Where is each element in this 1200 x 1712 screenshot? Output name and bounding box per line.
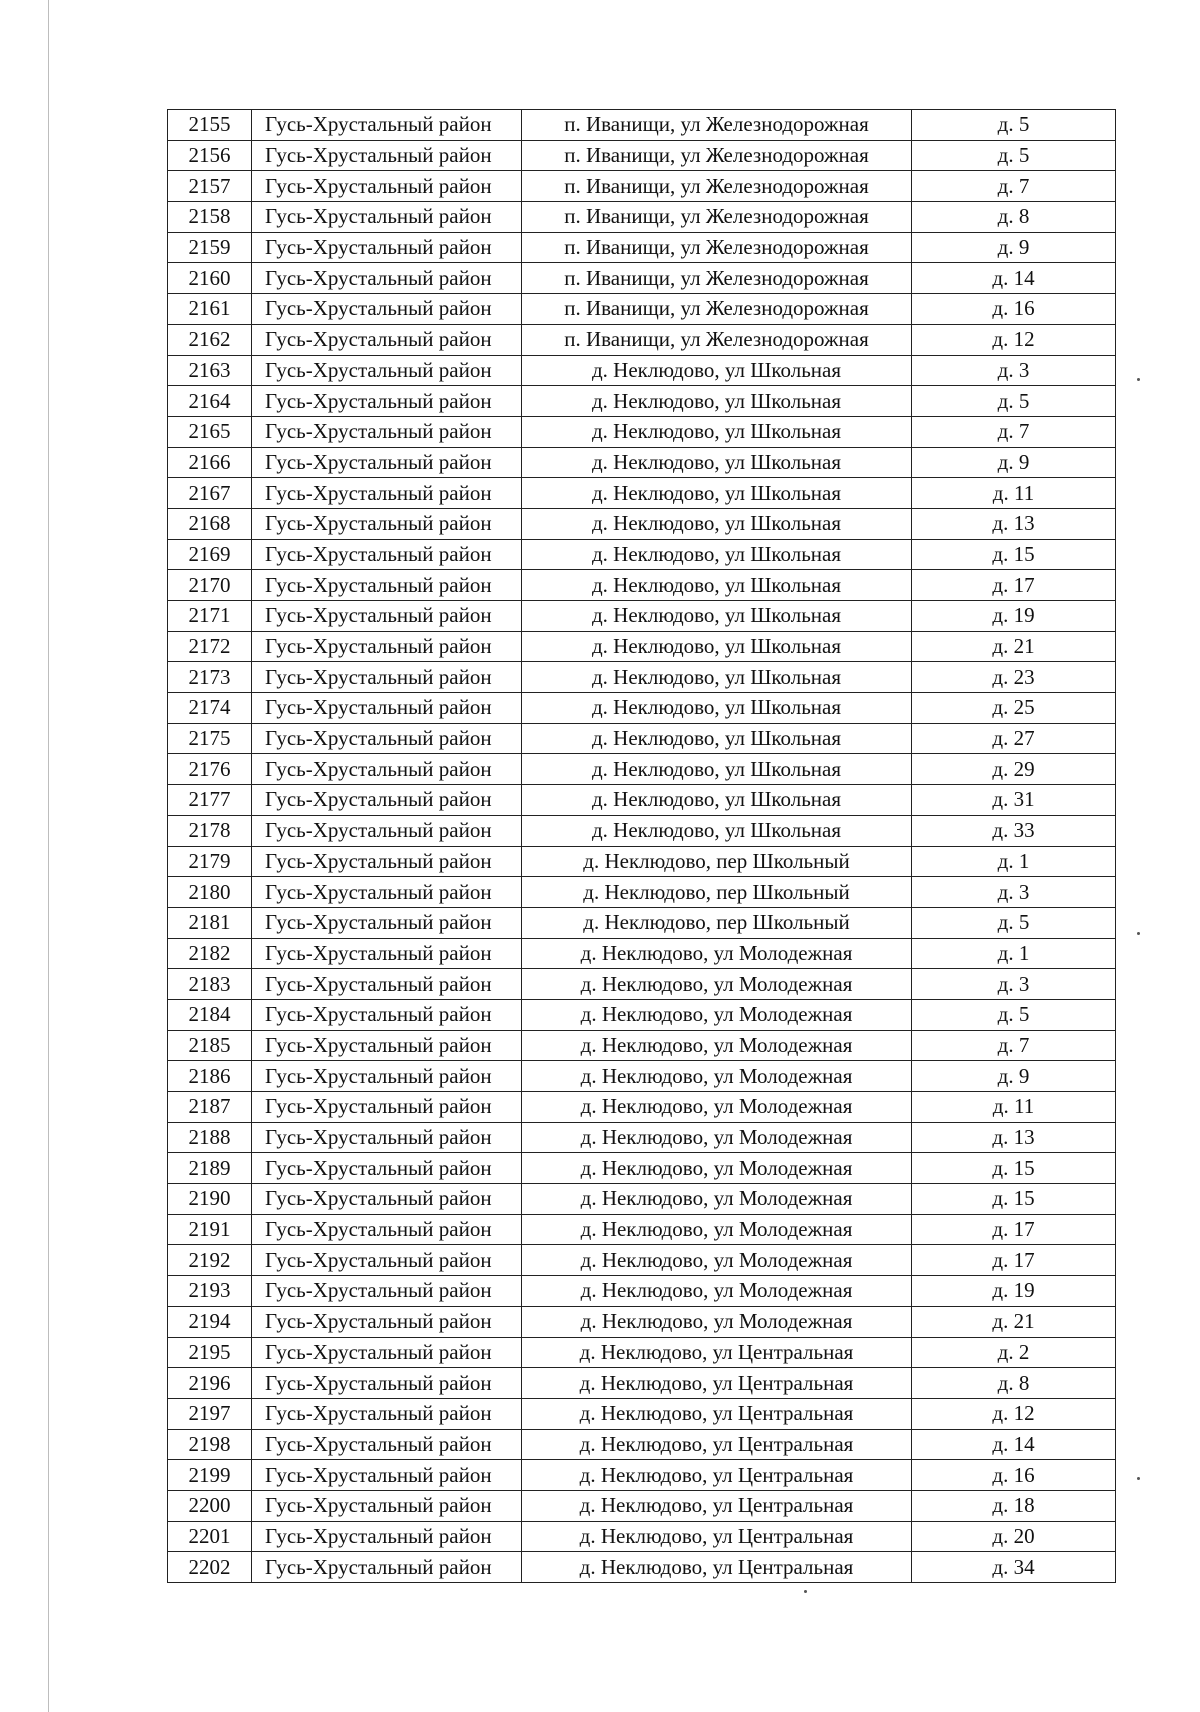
district-cell: Гусь-Хрустальный район bbox=[252, 570, 522, 601]
street-cell: п. Иванищи, ул Железнодорожная bbox=[522, 294, 912, 325]
table-row bbox=[168, 1490, 1116, 1521]
scan-speck bbox=[1137, 378, 1140, 381]
table-row bbox=[168, 202, 1116, 233]
row-number: 2196 bbox=[168, 1368, 252, 1399]
row-number: 2171 bbox=[168, 601, 252, 632]
row-number: 2164 bbox=[168, 386, 252, 417]
house-number-cell: д. 3 bbox=[912, 355, 1116, 386]
district-cell: Гусь-Хрустальный район bbox=[252, 386, 522, 417]
district-cell: Гусь-Хрустальный район bbox=[252, 785, 522, 816]
table-row bbox=[168, 969, 1116, 1000]
house-number-cell: д. 1 bbox=[912, 938, 1116, 969]
street-cell: д. Неклюдово, ул Школьная bbox=[522, 386, 912, 417]
table-row bbox=[168, 1306, 1116, 1337]
street-cell: д. Неклюдово, ул Молодежная bbox=[522, 1306, 912, 1337]
table-row bbox=[168, 447, 1116, 478]
house-number-cell: д. 13 bbox=[912, 1122, 1116, 1153]
house-number-cell: д. 5 bbox=[912, 907, 1116, 938]
street-cell: п. Иванищи, ул Железнодорожная bbox=[522, 202, 912, 233]
table-row bbox=[168, 631, 1116, 662]
district-cell: Гусь-Хрустальный район bbox=[252, 110, 522, 141]
street-cell: д. Неклюдово, ул Школьная bbox=[522, 355, 912, 386]
street-cell: д. Неклюдово, пер Школьный bbox=[522, 846, 912, 877]
house-number-cell: д. 5 bbox=[912, 999, 1116, 1030]
street-cell: д. Неклюдово, ул Центральная bbox=[522, 1552, 912, 1583]
row-number: 2160 bbox=[168, 263, 252, 294]
row-number: 2195 bbox=[168, 1337, 252, 1368]
district-cell: Гусь-Хрустальный район bbox=[252, 1460, 522, 1491]
scan-speck bbox=[1137, 932, 1140, 935]
district-cell: Гусь-Хрустальный район bbox=[252, 294, 522, 325]
table-row bbox=[168, 815, 1116, 846]
house-number-cell: д. 14 bbox=[912, 1429, 1116, 1460]
house-number-cell: д. 31 bbox=[912, 785, 1116, 816]
house-number-cell: д. 14 bbox=[912, 263, 1116, 294]
district-cell: Гусь-Хрустальный район bbox=[252, 355, 522, 386]
table-row bbox=[168, 1398, 1116, 1429]
street-cell: д. Неклюдово, ул Молодежная bbox=[522, 999, 912, 1030]
table-row bbox=[168, 1337, 1116, 1368]
table-row bbox=[168, 294, 1116, 325]
district-cell: Гусь-Хрустальный район bbox=[252, 140, 522, 171]
row-number: 2191 bbox=[168, 1214, 252, 1245]
house-number-cell: д. 5 bbox=[912, 140, 1116, 171]
row-number: 2201 bbox=[168, 1521, 252, 1552]
table-row bbox=[168, 1368, 1116, 1399]
street-cell: д. Неклюдово, пер Школьный bbox=[522, 907, 912, 938]
row-number: 2183 bbox=[168, 969, 252, 1000]
house-number-cell: д. 17 bbox=[912, 570, 1116, 601]
row-number: 2166 bbox=[168, 447, 252, 478]
row-number: 2157 bbox=[168, 171, 252, 202]
street-cell: д. Неклюдово, пер Школьный bbox=[522, 877, 912, 908]
street-cell: д. Неклюдово, ул Центральная bbox=[522, 1368, 912, 1399]
table-row bbox=[168, 1061, 1116, 1092]
row-number: 2177 bbox=[168, 785, 252, 816]
table-row bbox=[168, 539, 1116, 570]
house-number-cell: д. 1 bbox=[912, 846, 1116, 877]
row-number: 2184 bbox=[168, 999, 252, 1030]
table-row bbox=[168, 386, 1116, 417]
street-cell: п. Иванищи, ул Железнодорожная bbox=[522, 263, 912, 294]
house-number-cell: д. 3 bbox=[912, 877, 1116, 908]
scan-speck bbox=[804, 1590, 807, 1593]
district-cell: Гусь-Хрустальный район bbox=[252, 1184, 522, 1215]
house-number-cell: д. 12 bbox=[912, 1398, 1116, 1429]
district-cell: Гусь-Хрустальный район bbox=[252, 447, 522, 478]
table-row bbox=[168, 570, 1116, 601]
district-cell: Гусь-Хрустальный район bbox=[252, 938, 522, 969]
house-number-cell: д. 12 bbox=[912, 324, 1116, 355]
street-cell: д. Неклюдово, ул Школьная bbox=[522, 662, 912, 693]
street-cell: д. Неклюдово, ул Школьная bbox=[522, 785, 912, 816]
street-cell: д. Неклюдово, ул Центральная bbox=[522, 1490, 912, 1521]
table-row bbox=[168, 263, 1116, 294]
house-number-cell: д. 11 bbox=[912, 1092, 1116, 1123]
house-number-cell: д. 5 bbox=[912, 386, 1116, 417]
table-row bbox=[168, 785, 1116, 816]
house-number-cell: д. 3 bbox=[912, 969, 1116, 1000]
table-row bbox=[168, 1122, 1116, 1153]
district-cell: Гусь-Хрустальный район bbox=[252, 1061, 522, 1092]
house-number-cell: д. 7 bbox=[912, 1030, 1116, 1061]
page-margin-line bbox=[48, 0, 49, 1712]
house-number-cell: д. 11 bbox=[912, 478, 1116, 509]
street-cell: п. Иванищи, ул Железнодорожная bbox=[522, 324, 912, 355]
district-cell: Гусь-Хрустальный район bbox=[252, 815, 522, 846]
house-number-cell: д. 17 bbox=[912, 1214, 1116, 1245]
street-cell: д. Неклюдово, ул Молодежная bbox=[522, 1061, 912, 1092]
house-number-cell: д. 9 bbox=[912, 1061, 1116, 1092]
house-number-cell: д. 8 bbox=[912, 1368, 1116, 1399]
row-number: 2200 bbox=[168, 1490, 252, 1521]
district-cell: Гусь-Хрустальный район bbox=[252, 324, 522, 355]
row-number: 2187 bbox=[168, 1092, 252, 1123]
house-number-cell: д. 15 bbox=[912, 1153, 1116, 1184]
district-cell: Гусь-Хрустальный район bbox=[252, 601, 522, 632]
district-cell: Гусь-Хрустальный район bbox=[252, 1153, 522, 1184]
street-cell: п. Иванищи, ул Железнодорожная bbox=[522, 171, 912, 202]
street-cell: д. Неклюдово, ул Школьная bbox=[522, 478, 912, 509]
street-cell: д. Неклюдово, ул Молодежная bbox=[522, 1153, 912, 1184]
table-row bbox=[168, 478, 1116, 509]
district-cell: Гусь-Хрустальный район bbox=[252, 693, 522, 724]
street-cell: д. Неклюдово, ул Школьная bbox=[522, 815, 912, 846]
district-cell: Гусь-Хрустальный район bbox=[252, 1122, 522, 1153]
row-number: 2168 bbox=[168, 508, 252, 539]
district-cell: Гусь-Хрустальный район bbox=[252, 232, 522, 263]
district-cell: Гусь-Хрустальный район bbox=[252, 539, 522, 570]
street-cell: д. Неклюдово, ул Центральная bbox=[522, 1521, 912, 1552]
house-number-cell: д. 33 bbox=[912, 815, 1116, 846]
row-number: 2165 bbox=[168, 416, 252, 447]
district-cell: Гусь-Хрустальный район bbox=[252, 723, 522, 754]
table-row bbox=[168, 110, 1116, 141]
district-cell: Гусь-Хрустальный район bbox=[252, 1521, 522, 1552]
district-cell: Гусь-Хрустальный район bbox=[252, 1306, 522, 1337]
row-number: 2197 bbox=[168, 1398, 252, 1429]
row-number: 2202 bbox=[168, 1552, 252, 1583]
street-cell: д. Неклюдово, ул Молодежная bbox=[522, 1245, 912, 1276]
house-number-cell: д. 25 bbox=[912, 693, 1116, 724]
street-cell: п. Иванищи, ул Железнодорожная bbox=[522, 140, 912, 171]
district-cell: Гусь-Хрустальный район bbox=[252, 754, 522, 785]
house-number-cell: д. 15 bbox=[912, 1184, 1116, 1215]
district-cell: Гусь-Хрустальный район bbox=[252, 171, 522, 202]
table-row bbox=[168, 1153, 1116, 1184]
row-number: 2190 bbox=[168, 1184, 252, 1215]
row-number: 2199 bbox=[168, 1460, 252, 1491]
row-number: 2193 bbox=[168, 1276, 252, 1307]
address-table-body bbox=[168, 110, 1116, 1583]
row-number: 2156 bbox=[168, 140, 252, 171]
house-number-cell: д. 21 bbox=[912, 1306, 1116, 1337]
street-cell: д. Неклюдово, ул Центральная bbox=[522, 1429, 912, 1460]
street-cell: д. Неклюдово, ул Молодежная bbox=[522, 1184, 912, 1215]
district-cell: Гусь-Хрустальный район bbox=[252, 508, 522, 539]
row-number: 2198 bbox=[168, 1429, 252, 1460]
table-row bbox=[168, 601, 1116, 632]
table-row bbox=[168, 1214, 1116, 1245]
house-number-cell: д. 13 bbox=[912, 508, 1116, 539]
district-cell: Гусь-Хрустальный район bbox=[252, 1429, 522, 1460]
table-row bbox=[168, 877, 1116, 908]
house-number-cell: д. 7 bbox=[912, 416, 1116, 447]
row-number: 2155 bbox=[168, 110, 252, 141]
table-row bbox=[168, 171, 1116, 202]
row-number: 2158 bbox=[168, 202, 252, 233]
table-row bbox=[168, 355, 1116, 386]
district-cell: Гусь-Хрустальный район bbox=[252, 1245, 522, 1276]
table-row bbox=[168, 846, 1116, 877]
row-number: 2188 bbox=[168, 1122, 252, 1153]
house-number-cell: д. 8 bbox=[912, 202, 1116, 233]
district-cell: Гусь-Хрустальный район bbox=[252, 846, 522, 877]
row-number: 2170 bbox=[168, 570, 252, 601]
table-row bbox=[168, 907, 1116, 938]
street-cell: д. Неклюдово, ул Молодежная bbox=[522, 1214, 912, 1245]
table-row bbox=[168, 754, 1116, 785]
table-row bbox=[168, 1245, 1116, 1276]
table-row bbox=[168, 1552, 1116, 1583]
row-number: 2174 bbox=[168, 693, 252, 724]
district-cell: Гусь-Хрустальный район bbox=[252, 1368, 522, 1399]
district-cell: Гусь-Хрустальный район bbox=[252, 631, 522, 662]
street-cell: д. Неклюдово, ул Молодежная bbox=[522, 1122, 912, 1153]
district-cell: Гусь-Хрустальный район bbox=[252, 1030, 522, 1061]
table-row bbox=[168, 999, 1116, 1030]
street-cell: д. Неклюдово, ул Школьная bbox=[522, 508, 912, 539]
row-number: 2163 bbox=[168, 355, 252, 386]
district-cell: Гусь-Хрустальный район bbox=[252, 662, 522, 693]
table-row bbox=[168, 324, 1116, 355]
row-number: 2169 bbox=[168, 539, 252, 570]
street-cell: д. Неклюдово, ул Школьная bbox=[522, 570, 912, 601]
street-cell: д. Неклюдово, ул Школьная bbox=[522, 631, 912, 662]
scan-speck bbox=[1137, 1477, 1140, 1480]
street-cell: д. Неклюдово, ул Молодежная bbox=[522, 938, 912, 969]
district-cell: Гусь-Хрустальный район bbox=[252, 202, 522, 233]
district-cell: Гусь-Хрустальный район bbox=[252, 478, 522, 509]
row-number: 2192 bbox=[168, 1245, 252, 1276]
street-cell: д. Неклюдово, ул Школьная bbox=[522, 416, 912, 447]
street-cell: п. Иванищи, ул Железнодорожная bbox=[522, 232, 912, 263]
street-cell: п. Иванищи, ул Железнодорожная bbox=[522, 110, 912, 141]
district-cell: Гусь-Хрустальный район bbox=[252, 416, 522, 447]
table-row bbox=[168, 1092, 1116, 1123]
address-table bbox=[167, 109, 1116, 1583]
district-cell: Гусь-Хрустальный район bbox=[252, 877, 522, 908]
house-number-cell: д. 34 bbox=[912, 1552, 1116, 1583]
district-cell: Гусь-Хрустальный район bbox=[252, 1214, 522, 1245]
street-cell: д. Неклюдово, ул Школьная bbox=[522, 693, 912, 724]
district-cell: Гусь-Хрустальный район bbox=[252, 1398, 522, 1429]
house-number-cell: д. 27 bbox=[912, 723, 1116, 754]
street-cell: д. Неклюдово, ул Центральная bbox=[522, 1398, 912, 1429]
district-cell: Гусь-Хрустальный район bbox=[252, 1490, 522, 1521]
house-number-cell: д. 29 bbox=[912, 754, 1116, 785]
table-row bbox=[168, 693, 1116, 724]
house-number-cell: д. 20 bbox=[912, 1521, 1116, 1552]
row-number: 2172 bbox=[168, 631, 252, 662]
street-cell: д. Неклюдово, ул Молодежная bbox=[522, 1276, 912, 1307]
table-row bbox=[168, 1460, 1116, 1491]
street-cell: д. Неклюдово, ул Школьная bbox=[522, 754, 912, 785]
table-row bbox=[168, 723, 1116, 754]
row-number: 2178 bbox=[168, 815, 252, 846]
row-number: 2186 bbox=[168, 1061, 252, 1092]
house-number-cell: д. 19 bbox=[912, 1276, 1116, 1307]
house-number-cell: д. 16 bbox=[912, 294, 1116, 325]
row-number: 2161 bbox=[168, 294, 252, 325]
table-row bbox=[168, 1184, 1116, 1215]
street-cell: д. Неклюдово, ул Молодежная bbox=[522, 969, 912, 1000]
house-number-cell: д. 23 bbox=[912, 662, 1116, 693]
house-number-cell: д. 18 bbox=[912, 1490, 1116, 1521]
row-number: 2185 bbox=[168, 1030, 252, 1061]
table-row bbox=[168, 1276, 1116, 1307]
district-cell: Гусь-Хрустальный район bbox=[252, 263, 522, 294]
row-number: 2180 bbox=[168, 877, 252, 908]
row-number: 2189 bbox=[168, 1153, 252, 1184]
row-number: 2181 bbox=[168, 907, 252, 938]
house-number-cell: д. 21 bbox=[912, 631, 1116, 662]
street-cell: д. Неклюдово, ул Школьная bbox=[522, 601, 912, 632]
street-cell: д. Неклюдово, ул Молодежная bbox=[522, 1092, 912, 1123]
row-number: 2182 bbox=[168, 938, 252, 969]
district-cell: Гусь-Хрустальный район bbox=[252, 1092, 522, 1123]
street-cell: д. Неклюдово, ул Молодежная bbox=[522, 1030, 912, 1061]
row-number: 2162 bbox=[168, 324, 252, 355]
district-cell: Гусь-Хрустальный район bbox=[252, 907, 522, 938]
row-number: 2179 bbox=[168, 846, 252, 877]
district-cell: Гусь-Хрустальный район bbox=[252, 1552, 522, 1583]
house-number-cell: д. 9 bbox=[912, 232, 1116, 263]
house-number-cell: д. 15 bbox=[912, 539, 1116, 570]
table-row bbox=[168, 1521, 1116, 1552]
street-cell: д. Неклюдово, ул Школьная bbox=[522, 447, 912, 478]
house-number-cell: д. 17 bbox=[912, 1245, 1116, 1276]
house-number-cell: д. 5 bbox=[912, 110, 1116, 141]
street-cell: д. Неклюдово, ул Центральная bbox=[522, 1460, 912, 1491]
table-row bbox=[168, 662, 1116, 693]
district-cell: Гусь-Хрустальный район bbox=[252, 1276, 522, 1307]
house-number-cell: д. 19 bbox=[912, 601, 1116, 632]
row-number: 2194 bbox=[168, 1306, 252, 1337]
table-row bbox=[168, 1429, 1116, 1460]
house-number-cell: д. 7 bbox=[912, 171, 1116, 202]
street-cell: д. Неклюдово, ул Центральная bbox=[522, 1337, 912, 1368]
district-cell: Гусь-Хрустальный район bbox=[252, 969, 522, 1000]
table-row bbox=[168, 232, 1116, 263]
district-cell: Гусь-Хрустальный район bbox=[252, 999, 522, 1030]
house-number-cell: д. 9 bbox=[912, 447, 1116, 478]
table-row bbox=[168, 1030, 1116, 1061]
row-number: 2167 bbox=[168, 478, 252, 509]
row-number: 2159 bbox=[168, 232, 252, 263]
table-row bbox=[168, 938, 1116, 969]
table-row bbox=[168, 508, 1116, 539]
street-cell: д. Неклюдово, ул Школьная bbox=[522, 539, 912, 570]
row-number: 2173 bbox=[168, 662, 252, 693]
table-row bbox=[168, 140, 1116, 171]
house-number-cell: д. 16 bbox=[912, 1460, 1116, 1491]
house-number-cell: д. 2 bbox=[912, 1337, 1116, 1368]
row-number: 2176 bbox=[168, 754, 252, 785]
row-number: 2175 bbox=[168, 723, 252, 754]
street-cell: д. Неклюдово, ул Школьная bbox=[522, 723, 912, 754]
district-cell: Гусь-Хрустальный район bbox=[252, 1337, 522, 1368]
table-row bbox=[168, 416, 1116, 447]
